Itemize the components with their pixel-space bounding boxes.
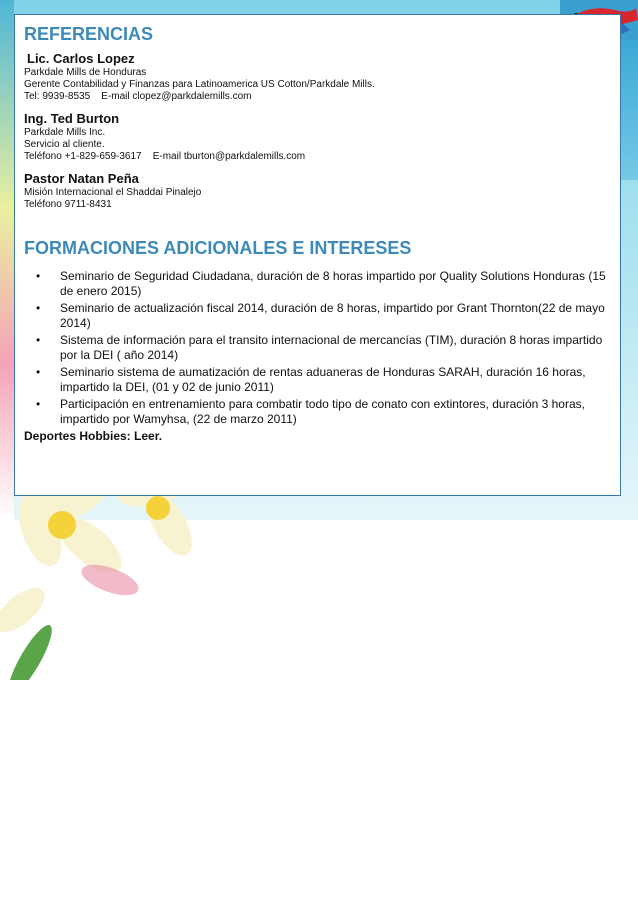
reference-line: Parkdale Mills Inc.	[24, 127, 106, 138]
bullet-icon: •	[36, 397, 41, 411]
list-item	[36, 333, 611, 363]
reference-name: Pastor Natan Peña	[24, 171, 139, 186]
list-item	[36, 301, 611, 331]
reference-line: Misión Internacional el Shaddai Pinalejo	[24, 187, 202, 198]
reference-line: Teléfono +1-829-659-3617 E-mail tburton@parkdalemills.com	[24, 151, 306, 162]
list-item	[36, 397, 611, 427]
reference-entry	[24, 171, 611, 211]
list-item-text: Seminario de actualización fiscal 2014, duración de 8 horas, impartido por Grant Thornton(22 de mayo 2014)	[60, 301, 605, 330]
reference-entry	[24, 111, 611, 163]
reference-line: Teléfono 9711-8431	[24, 199, 112, 210]
list-item	[36, 269, 611, 299]
bullet-icon: •	[36, 301, 41, 315]
list-item-text: Seminario sistema de aumatización de rentas aduaneras de Honduras SARAH, duración 16 horas, impartido la DEI, (01 y 02 de junio 2011)	[60, 365, 586, 394]
hobbies-line: Deportes Hobbies: Leer.	[24, 429, 163, 443]
formaciones-list	[24, 269, 611, 427]
bullet-icon: •	[36, 365, 41, 379]
reference-line: Parkdale Mills de Honduras	[24, 67, 147, 78]
content-card	[14, 14, 621, 496]
list-item-text: Participación en entrenamiento para combatir todo tipo de conato con extintores, duración 3 horas, impartido por Wamyhsa, (22 de marzo 2011)	[60, 397, 585, 426]
list-item	[36, 365, 611, 395]
list-item-text: Seminario de Seguridad Ciudadana, duración de 8 horas impartido por Quality Solutions Honduras (15 de enero 2015)	[60, 269, 606, 298]
bullet-icon: •	[36, 269, 41, 283]
reference-name: Ing. Ted Burton	[24, 111, 120, 126]
reference-entry	[24, 51, 611, 103]
referencias-title: REFERENCIAS	[24, 24, 154, 44]
bullet-icon: •	[36, 333, 41, 347]
formaciones-title: FORMACIONES ADICIONALES E INTERESES	[24, 238, 412, 258]
reference-name: Lic. Carlos Lopez	[27, 51, 135, 66]
list-item-text: Sistema de información para el transito internacional de mercancías (TIM), duración 8 horas impartido por la DEI ( año 2014)	[60, 333, 603, 362]
reference-line: Servicio al cliente.	[24, 139, 105, 150]
reference-line: Gerente Contabilidad y Finanzas para Latinoamerica US Cotton/Parkdale Mills.	[24, 79, 375, 90]
reference-line: Tel: 9939-8535 E-mail clopez@parkdalemills.com	[24, 91, 252, 102]
